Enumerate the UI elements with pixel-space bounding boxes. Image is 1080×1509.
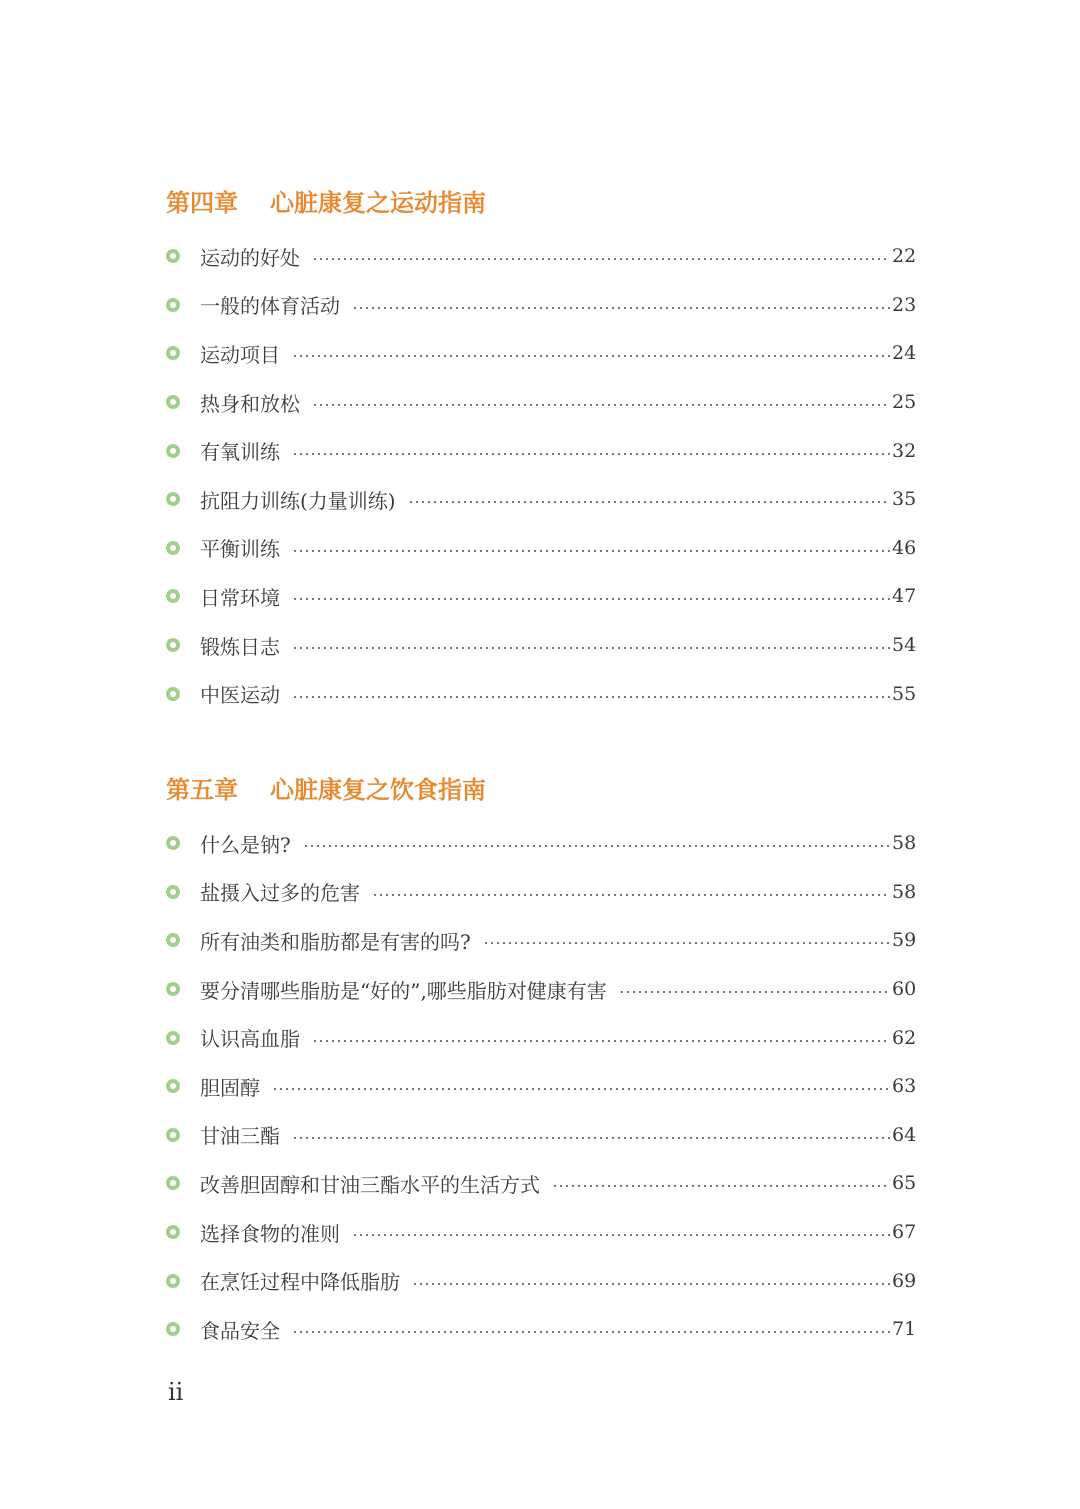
bullet-icon	[166, 346, 180, 360]
entry-title: 一般的体育活动	[200, 294, 340, 319]
bullet-icon	[166, 885, 180, 899]
toc-entry[interactable]	[166, 426, 916, 475]
entry-title: 日常环境	[200, 585, 280, 610]
chapter-heading	[166, 770, 916, 810]
entry-title: 盐摄入过多的危害	[200, 881, 360, 906]
dot-leader	[292, 550, 890, 552]
chapter-heading	[166, 183, 916, 223]
entry-title: 抗阻力训练(力量训练)	[200, 488, 396, 513]
page-number: 55	[892, 682, 917, 705]
dot-leader	[312, 404, 890, 406]
toc-entry[interactable]	[166, 669, 916, 718]
dot-leader	[292, 647, 890, 649]
page-number: 63	[892, 1075, 917, 1098]
toc-entry[interactable]	[166, 378, 916, 427]
entry-title: 胆固醇	[200, 1075, 260, 1100]
dot-leader	[292, 696, 890, 698]
entry-title: 食品安全	[200, 1318, 280, 1343]
entry-title: 什么是钠?	[200, 832, 291, 857]
toc-entry[interactable]	[166, 232, 916, 281]
entry-title: 所有油类和脂肪都是有害的吗?	[200, 929, 471, 954]
bullet-icon	[166, 589, 180, 603]
dot-leader	[352, 1234, 890, 1236]
toc-entry[interactable]	[166, 819, 916, 868]
page-number: 54	[892, 634, 917, 657]
dot-leader	[292, 1137, 890, 1139]
chapter-title: 心脏康复之饮食指南	[270, 775, 486, 804]
dot-leader	[352, 307, 890, 309]
entry-title: 中医运动	[200, 683, 280, 708]
toc-entry[interactable]	[166, 1208, 916, 1257]
chapter-number: 第五章	[166, 775, 238, 804]
page-number: 58	[892, 880, 917, 903]
entry-title: 热身和放松	[200, 391, 300, 416]
entry-title: 甘油三酯	[200, 1124, 280, 1149]
folio-page-number: ii	[168, 1378, 184, 1406]
dot-leader	[483, 942, 890, 944]
toc-entry[interactable]	[166, 621, 916, 670]
bullet-icon	[166, 1079, 180, 1093]
bullet-icon	[166, 541, 180, 555]
bullet-icon	[166, 395, 180, 409]
dot-leader	[292, 598, 890, 600]
page-number: 71	[892, 1318, 917, 1341]
dot-leader	[292, 1331, 890, 1333]
page-number: 59	[892, 929, 917, 952]
bullet-icon	[166, 638, 180, 652]
toc-entry[interactable]	[166, 329, 916, 378]
chapter-number: 第四章	[166, 188, 238, 217]
bullet-icon	[166, 249, 180, 263]
bullet-icon	[166, 1176, 180, 1190]
entry-title: 运动项目	[200, 342, 280, 367]
toc-entry[interactable]	[166, 1305, 916, 1354]
bullet-icon	[166, 1128, 180, 1142]
bullet-icon	[166, 492, 180, 506]
entry-title: 在烹饪过程中降低脂肪	[200, 1270, 400, 1295]
dot-leader	[292, 355, 890, 357]
page-number: 62	[892, 1026, 917, 1049]
toc-entry[interactable]	[166, 524, 916, 573]
chapter-title: 心脏康复之运动指南	[270, 188, 486, 217]
toc-entry[interactable]	[166, 868, 916, 917]
chapter-4-section	[166, 183, 916, 718]
dot-leader	[272, 1088, 890, 1090]
entry-title: 改善胆固醇和甘油三酯水平的生活方式	[200, 1172, 540, 1197]
bullet-icon	[166, 298, 180, 312]
bullet-icon	[166, 444, 180, 458]
chapter-5-section	[166, 770, 916, 1354]
dot-leader	[312, 258, 890, 260]
toc-entry[interactable]	[166, 965, 916, 1014]
dot-leader	[552, 1185, 890, 1187]
dot-leader	[303, 845, 890, 847]
entry-title: 有氧训练	[200, 440, 280, 465]
page-number: 35	[892, 488, 917, 511]
toc-entry[interactable]	[166, 572, 916, 621]
toc-entry[interactable]	[166, 475, 916, 524]
toc-entry[interactable]	[166, 1062, 916, 1111]
toc-entry[interactable]	[166, 916, 916, 965]
page-number: 47	[892, 585, 917, 608]
toc-entry[interactable]	[166, 281, 916, 330]
dot-leader	[312, 1040, 890, 1042]
page-number: 65	[892, 1172, 917, 1195]
entry-title: 要分清哪些脂肪是“好的”,哪些脂肪对健康有害	[200, 978, 607, 1003]
bullet-icon	[166, 1322, 180, 1336]
page-number: 24	[892, 342, 917, 365]
entry-title: 平衡训练	[200, 537, 280, 562]
page-number: 67	[892, 1221, 917, 1244]
bullet-icon	[166, 933, 180, 947]
page-number: 64	[892, 1123, 917, 1146]
toc-entry[interactable]	[166, 1256, 916, 1305]
bullet-icon	[166, 1225, 180, 1239]
bullet-icon	[166, 982, 180, 996]
bullet-icon	[166, 836, 180, 850]
page-number: 46	[892, 536, 917, 559]
entry-title: 锻炼日志	[200, 634, 280, 659]
page-number: 60	[892, 978, 917, 1001]
page-number: 22	[892, 245, 917, 268]
dot-leader	[292, 453, 890, 455]
bullet-icon	[166, 1031, 180, 1045]
bullet-icon	[166, 687, 180, 701]
dot-leader	[412, 1283, 890, 1285]
page-number: 32	[892, 439, 917, 462]
entry-title: 认识高血脂	[200, 1027, 300, 1052]
bullet-icon	[166, 1274, 180, 1288]
toc-entry[interactable]	[166, 1159, 916, 1208]
toc-entry[interactable]	[166, 1111, 916, 1160]
page-number: 25	[892, 391, 917, 414]
page-number: 69	[892, 1269, 917, 1292]
page-number: 23	[892, 293, 917, 316]
entry-title: 选择食物的准则	[200, 1221, 340, 1246]
page-number: 58	[892, 832, 917, 855]
entry-title: 运动的好处	[200, 245, 300, 270]
dot-leader	[619, 991, 890, 993]
dot-leader	[408, 501, 890, 503]
toc-entry[interactable]	[166, 1013, 916, 1062]
dot-leader	[372, 894, 890, 896]
